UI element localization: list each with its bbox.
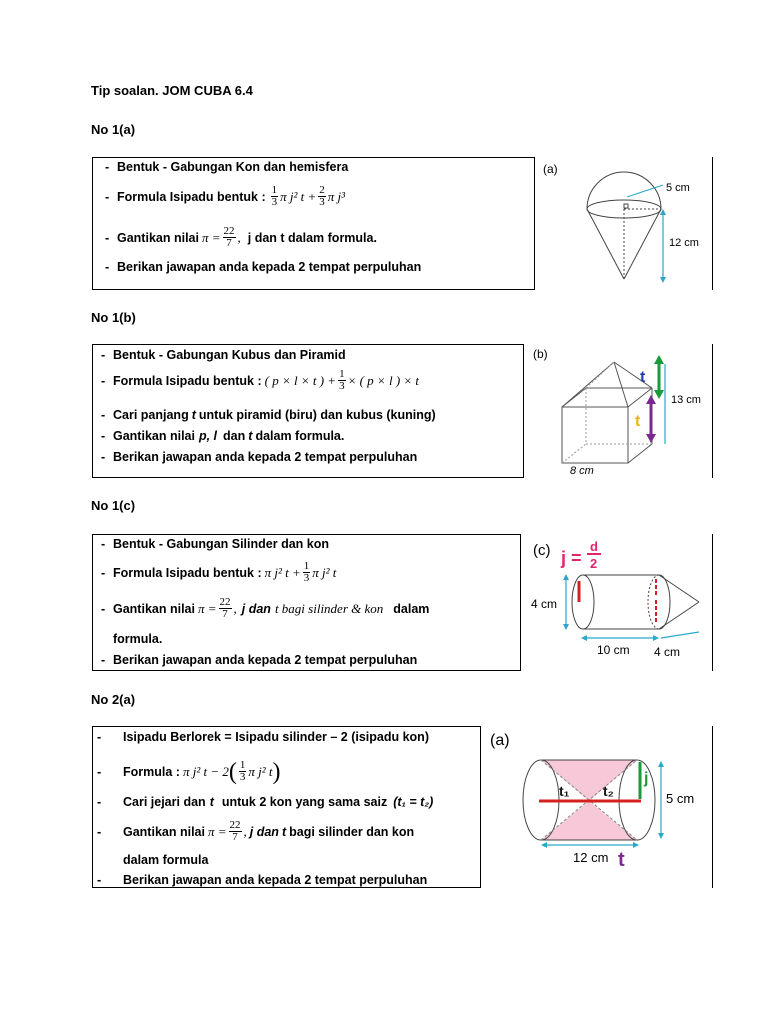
line-2a-3: Cari jejari dan (123, 795, 206, 809)
fig-1a-radius: 5 cm (666, 182, 690, 194)
line-1b-4b: dalam formula. (255, 429, 345, 443)
fig-1c-formula-d: d (590, 539, 598, 554)
line-1a-4: Berikan jawapan anda kepada 2 tempat perpuluhan (117, 260, 422, 274)
line-1b-3: Cari panjang (113, 408, 189, 422)
cylinder-two-cones-figure (481, 726, 713, 888)
line-1b-1: Bentuk - Gabungan Kubus dan Piramid (113, 348, 346, 362)
pi-value-1c: π = $\frac{22}{7}$ , (197, 596, 237, 620)
pi-value-1a: π = $\frac{22}{7}$ , (201, 225, 241, 249)
line-1c-3d: dalam (393, 601, 430, 616)
line-1a-1: Bentuk - Gabungan Kon dan hemisfera (117, 160, 349, 174)
box-1c: - Bentuk - Gabungan Silinder dan kon - Formula Isipadu bentuk : π j² t + $\frac{1}{3}$ π j² t - Gantikan nilai π = $\frac{22}{7}$ , j dan t bagi silinder & kon dalam formula. - Berikan jawapan anda kepada 2 tempat perpuluhan (92, 534, 521, 671)
line-1b-4-t: t (248, 429, 253, 443)
cone-hemisphere-figure (535, 157, 713, 290)
figure-1a (535, 157, 713, 290)
heading-1a: No 1(a) (91, 122, 136, 137)
fig-1c-cone-length: 4 cm (654, 645, 681, 659)
line-1c-3: Gantikan nilai (113, 601, 195, 616)
heading-1c: No 1(c) (91, 498, 136, 513)
line-2a-2: Formula : (123, 764, 180, 779)
line-2a-t1t2: (t₁ = t₂) (393, 795, 434, 809)
fig-2a-t1: t₁ (559, 783, 570, 799)
fig-2a-t: t (618, 849, 625, 871)
line-1c-3b: j dan (241, 601, 271, 616)
line-2a-5: dalam formula (123, 853, 209, 867)
line-2a-4: Gantikan nilai (123, 824, 205, 839)
formula-1a: $\frac{1}{3}$ π j² t + $\frac{2}{3}$ π j³ (271, 184, 346, 208)
fig-1c-diameter: 4 cm (531, 597, 558, 611)
heading-1b: No 1(b) (91, 310, 136, 325)
line-2a-6: Berikan jawapan anda kepada 2 tempat perpuluhan (123, 873, 428, 887)
fig-1b-t-yellow: t (635, 413, 641, 430)
fig-2a-height: 5 cm (666, 791, 695, 806)
fig-1b-height: 13 cm (671, 394, 701, 406)
figure-1c (521, 534, 713, 671)
box-1b: - Bentuk - Gabungan Kubus dan Piramid - Formula Isipadu bentuk : ( p × l × t ) + $\frac{1}{3}$ × ( p × l ) × t - Cari panjang t untuk piramid (biru) dan kubus (kuning) - Gantikan nilai p, l dan t dalam formula. - Berikan jawapan anda kepada 2 tempat perpuluhan (92, 344, 524, 478)
formula-1c: π j² t + $\frac{1}{3}$ π j² t (264, 560, 337, 584)
fig-1c-label: (c) (533, 542, 551, 559)
fig-1c-formula-2: 2 (590, 556, 598, 571)
line-2a-4-t: t (281, 824, 287, 839)
fig-2a-t2: t₂ (603, 783, 614, 799)
line-1b-4-dan: dan (223, 429, 246, 443)
formula-2a: π j² t − 2 ( $\frac{1}{3}$ π j² t ) (182, 758, 281, 785)
line-1a-2: Formula Isipadu bentuk : (117, 189, 266, 204)
line-1b-4-pl: p, l (198, 429, 218, 443)
fig-1c-formula-j: j = (561, 548, 582, 568)
cylinder-cone-figure (521, 534, 713, 671)
line-1c-4: formula. (113, 632, 163, 646)
line-2a-4b: j dan (249, 824, 279, 839)
line-1b-4: Gantikan nilai (113, 429, 195, 443)
line-1b-3-t: t (191, 408, 196, 422)
fig-2a-j: j (644, 770, 649, 787)
fig-1b-t-blue: t (640, 369, 646, 386)
line-1c-2: Formula Isipadu bentuk : (113, 565, 262, 580)
page-title: Tip soalan. JOM CUBA 6.4 (91, 83, 253, 98)
cube-pyramid-figure (524, 344, 713, 478)
figure-1b (524, 344, 713, 478)
fig-1a-label: (a) (543, 162, 558, 176)
fig-2a-label: (a) (490, 732, 510, 749)
formula-1b: ( p × l × t ) + $\frac{1}{3}$ × ( p × l ) × t (264, 368, 420, 392)
line-1a-3b: j dan t dalam formula. (247, 230, 377, 245)
fig-1a-height: 12 cm (669, 237, 699, 249)
figure-2a (481, 726, 713, 888)
box-1a: - Bentuk - Gabungan Kon dan hemisfera - Formula Isipadu bentuk : $\frac{1}{3}$ π j² t + $\frac{2}{3}$ π j³ - Gantikan nilai π = $\frac{22}{7}$ , j dan t dalam formula. - Berikan jawapan anda kepada 2 tempat perpuluhan (92, 157, 535, 290)
fig-1c-cyl-length: 10 cm (597, 643, 630, 657)
box-2a: - Isipadu Berlorek = Isipadu silinder – 2 (isipadu kon) - Formula : π j² t − 2 ( $\frac{1}{3}$ π j² t ) - Cari jejari dan t untuk 2 kon yang sama saiz (t₁ = t₂) - Gantikan nilai π = $\frac{22}{7}$ , j dan t bagi silinder dan kon dalam formula - Berikan jawapan anda kepada 2 tempat perpuluhan (92, 726, 481, 888)
line-1b-3b: untuk piramid (biru) dan kubus (kuning) (198, 408, 436, 422)
line-1b-5: Berikan jawapan anda kepada 2 tempat perpuluhan (113, 450, 418, 464)
pi-value-2a: π = $\frac{22}{7}$ , (207, 819, 247, 843)
fig-1b-label: (b) (533, 347, 548, 361)
line-1b-2: Formula Isipadu bentuk : (113, 373, 262, 388)
line-1c-3c: t bagi silinder & kon (274, 600, 384, 616)
fig-1b-side: 8 cm (570, 465, 594, 477)
heading-2a: No 2(a) (91, 692, 136, 707)
line-1c-1: Bentuk - Gabungan Silinder dan kon (113, 537, 329, 551)
line-2a-4c: bagi silinder dan kon (289, 824, 415, 839)
line-1c-5: Berikan jawapan anda kepada 2 tempat perpuluhan (113, 653, 418, 667)
line-2a-3-t: t (209, 795, 214, 809)
line-2a-3b: untuk 2 kon yang sama saiz (221, 795, 388, 809)
line-2a-1: Isipadu Berlorek = Isipadu silinder – 2 (isipadu kon) (123, 730, 429, 744)
line-1a-3: Gantikan nilai (117, 230, 199, 245)
fig-2a-length: 12 cm (573, 850, 609, 865)
